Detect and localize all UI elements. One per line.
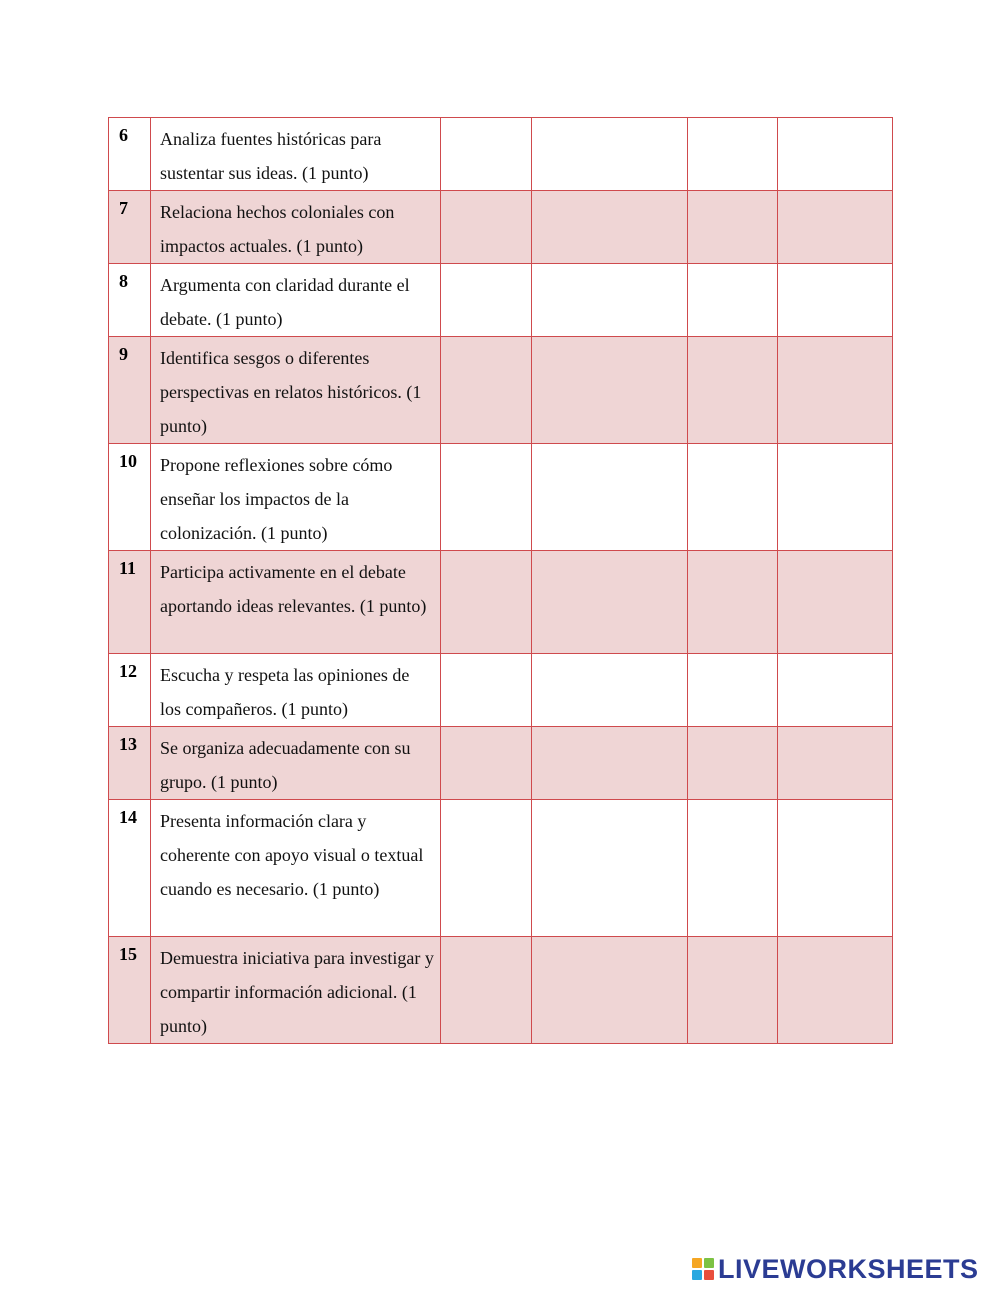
score-cell — [778, 118, 893, 191]
score-cell — [532, 654, 688, 727]
table-row — [109, 264, 893, 337]
criterion-text-cell — [151, 444, 441, 551]
criterion-number: 10 — [119, 451, 137, 471]
criterion-text-cell — [151, 937, 441, 1044]
criterion-number-cell — [109, 551, 151, 654]
criterion-text-cell — [151, 800, 441, 937]
score-cell — [532, 937, 688, 1044]
table-row — [109, 551, 893, 654]
table-row — [109, 191, 893, 264]
criterion-number-cell — [109, 191, 151, 264]
score-cell — [778, 654, 893, 727]
score-cell — [441, 191, 532, 264]
criterion-number-cell — [109, 800, 151, 937]
score-cell — [688, 191, 778, 264]
criterion-number: 13 — [119, 734, 137, 754]
score-cell — [778, 800, 893, 937]
table-row — [109, 118, 893, 191]
score-cell — [441, 727, 532, 800]
criterion-text: Analiza fuentes históricas para sustentar sus ideas. (1 punto) — [160, 129, 382, 183]
criterion-number-cell — [109, 654, 151, 727]
score-cell — [441, 337, 532, 444]
score-cell — [778, 264, 893, 337]
score-cell — [778, 337, 893, 444]
score-cell — [532, 727, 688, 800]
score-cell — [532, 191, 688, 264]
criterion-text: Identifica sesgos o diferentes perspectivas en relatos históricos. (1 punto) — [160, 348, 422, 436]
criterion-number: 12 — [119, 661, 137, 681]
criterion-number-cell — [109, 727, 151, 800]
criterion-text-cell — [151, 337, 441, 444]
criterion-number-cell — [109, 444, 151, 551]
criterion-text: Participa activamente en el debate aportando ideas relevantes. (1 punto) — [160, 562, 427, 616]
criterion-number: 6 — [119, 125, 128, 145]
score-cell — [688, 551, 778, 654]
score-cell — [688, 444, 778, 551]
score-cell — [441, 937, 532, 1044]
score-cell — [532, 551, 688, 654]
criterion-text-cell — [151, 727, 441, 800]
criterion-text-cell — [151, 118, 441, 191]
criterion-text: Argumenta con claridad durante el debate. (1 punto) — [160, 275, 410, 329]
criterion-number-cell — [109, 118, 151, 191]
criterion-number: 15 — [119, 944, 137, 964]
criterion-number-cell — [109, 337, 151, 444]
criterion-number: 11 — [119, 558, 137, 578]
table-row — [109, 654, 893, 727]
criterion-number: 7 — [119, 198, 128, 218]
criterion-text: Presenta información clara y coherente con apoyo visual o textual cuando es necesario. (1 punto) — [160, 811, 424, 899]
liveworksheets-logo-text: LIVEWORKSHEETS — [718, 1254, 979, 1284]
rubric-table — [108, 117, 893, 1044]
score-cell — [532, 444, 688, 551]
score-cell — [688, 118, 778, 191]
score-cell — [778, 937, 893, 1044]
score-cell — [688, 337, 778, 444]
score-cell — [688, 727, 778, 800]
score-cell — [688, 800, 778, 937]
table-row — [109, 937, 893, 1044]
score-cell — [778, 727, 893, 800]
criterion-text-cell — [151, 264, 441, 337]
score-cell — [441, 444, 532, 551]
score-cell — [688, 654, 778, 727]
score-cell — [532, 118, 688, 191]
rubric-body — [109, 118, 893, 1044]
criterion-number: 8 — [119, 271, 128, 291]
score-cell — [532, 264, 688, 337]
score-cell — [441, 551, 532, 654]
liveworksheets-logo-icon — [692, 1258, 714, 1280]
score-cell — [688, 264, 778, 337]
table-row — [109, 444, 893, 551]
criterion-text-cell — [151, 191, 441, 264]
criterion-text: Propone reflexiones sobre cómo enseñar los impactos de la colonización. (1 punto) — [160, 455, 393, 543]
score-cell — [778, 191, 893, 264]
score-cell — [441, 264, 532, 337]
criterion-number-cell — [109, 937, 151, 1044]
score-cell — [441, 118, 532, 191]
score-cell — [778, 551, 893, 654]
score-cell — [441, 654, 532, 727]
score-cell — [778, 444, 893, 551]
criterion-number-cell — [109, 264, 151, 337]
criterion-text: Se organiza adecuadamente con su grupo. (1 punto) — [160, 738, 411, 792]
score-cell — [441, 800, 532, 937]
table-row — [109, 727, 893, 800]
criterion-text-cell — [151, 654, 441, 727]
score-cell — [532, 337, 688, 444]
criterion-text: Demuestra iniciativa para investigar y compartir información adicional. (1 punto) — [160, 948, 434, 1036]
liveworksheets-logo — [692, 1254, 979, 1284]
score-cell — [532, 800, 688, 937]
criterion-number: 9 — [119, 344, 128, 364]
table-row — [109, 800, 893, 937]
criterion-text-cell — [151, 551, 441, 654]
table-row — [109, 337, 893, 444]
score-cell — [688, 937, 778, 1044]
criterion-text: Relaciona hechos coloniales con impactos actuales. (1 punto) — [160, 202, 395, 256]
criterion-text: Escucha y respeta las opiniones de los compañeros. (1 punto) — [160, 665, 410, 719]
criterion-number: 14 — [119, 807, 137, 827]
